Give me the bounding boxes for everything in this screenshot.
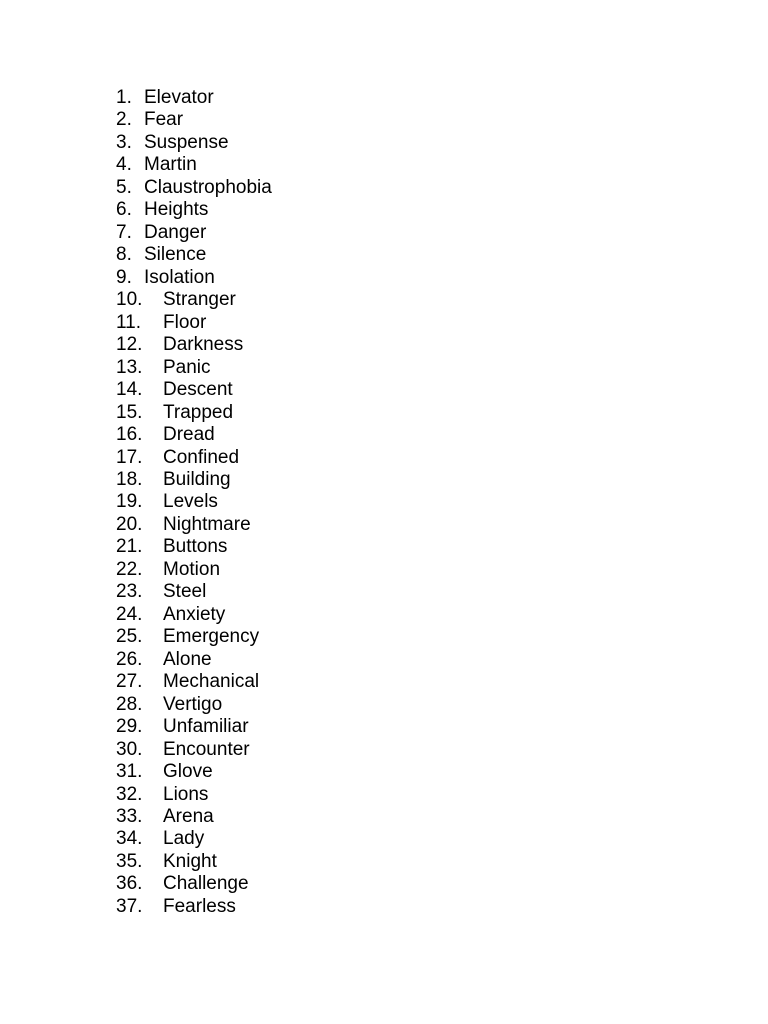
list-item-word: Unfamiliar bbox=[163, 716, 249, 738]
list-item-number: 15. bbox=[116, 401, 143, 423]
list-item-number: 22. bbox=[116, 558, 143, 580]
list-item-word: Nightmare bbox=[163, 513, 251, 535]
list-item bbox=[116, 851, 272, 873]
list-item-number: 3. bbox=[116, 131, 132, 153]
list-item-word: Isolation bbox=[144, 266, 215, 288]
list-item-word: Arena bbox=[163, 806, 214, 827]
list-item-number: 27. bbox=[116, 671, 143, 693]
list-item-word: Floor bbox=[163, 311, 207, 333]
list-item bbox=[116, 559, 272, 581]
list-item-number: 32. bbox=[116, 783, 143, 805]
list-item bbox=[116, 244, 272, 266]
list-item-number: 20. bbox=[116, 513, 143, 535]
list-item-word: Elevator bbox=[144, 87, 214, 108]
list-item-word: Stranger bbox=[163, 289, 236, 311]
list-item bbox=[116, 222, 272, 244]
list-item-number: 8. bbox=[116, 244, 132, 266]
list-item-word: Buttons bbox=[163, 536, 228, 558]
list-item-word: Encounter bbox=[163, 738, 250, 760]
list-item-word: Lady bbox=[163, 828, 205, 850]
list-item bbox=[116, 312, 272, 334]
list-item-number: 18. bbox=[116, 468, 143, 490]
list-item-number: 34. bbox=[116, 828, 143, 850]
list-item bbox=[116, 289, 272, 311]
list-item-word: Danger bbox=[144, 221, 207, 243]
numbered-word-list bbox=[116, 87, 272, 918]
list-item-word: Silence bbox=[144, 244, 207, 266]
list-item-word: Suspense bbox=[144, 131, 229, 153]
list-item-word: Lions bbox=[163, 783, 209, 805]
list-item-word: Darkness bbox=[163, 334, 244, 356]
list-item-number: 11. bbox=[116, 311, 142, 333]
list-item-number: 4. bbox=[116, 154, 132, 176]
list-item-word: Trapped bbox=[163, 401, 234, 423]
list-item-number: 2. bbox=[116, 109, 132, 131]
list-item bbox=[116, 716, 272, 738]
list-item bbox=[116, 109, 272, 131]
list-item bbox=[116, 604, 272, 626]
list-item-number: 23. bbox=[116, 581, 143, 603]
list-item bbox=[116, 828, 272, 850]
list-item-number: 36. bbox=[116, 873, 143, 895]
list-item bbox=[116, 514, 272, 536]
list-item-number: 5. bbox=[116, 176, 132, 198]
list-item-word: Emergency bbox=[163, 626, 260, 648]
list-item-number: 9. bbox=[116, 266, 132, 288]
list-item-number: 16. bbox=[116, 424, 143, 446]
list-item bbox=[116, 447, 272, 469]
list-item-word: Martin bbox=[144, 154, 197, 176]
list-item-word: Motion bbox=[163, 558, 221, 580]
list-item bbox=[116, 199, 272, 221]
list-item-word: Confined bbox=[163, 446, 240, 468]
list-item bbox=[116, 626, 272, 648]
list-item-number: 30. bbox=[116, 738, 143, 760]
list-item-word: Alone bbox=[163, 648, 212, 670]
list-item bbox=[116, 357, 272, 379]
list-item-number: 7. bbox=[116, 221, 132, 243]
list-item-word: Descent bbox=[163, 379, 233, 401]
list-item-word: Levels bbox=[163, 491, 218, 513]
list-item-word: Fearless bbox=[163, 895, 236, 917]
list-item-word: Knight bbox=[163, 850, 217, 872]
list-item-word: Fear bbox=[144, 109, 184, 131]
list-item bbox=[116, 424, 272, 446]
list-item bbox=[116, 87, 272, 109]
list-item-number: 14. bbox=[116, 379, 143, 401]
list-item-word: Heights bbox=[144, 199, 209, 221]
list-item bbox=[116, 671, 272, 693]
list-item-number: 35. bbox=[116, 850, 143, 872]
list-item-number: 1. bbox=[116, 87, 132, 108]
list-item-number: 26. bbox=[116, 648, 143, 670]
list-item bbox=[116, 154, 272, 176]
list-item bbox=[116, 806, 272, 828]
list-item-word: Steel bbox=[163, 581, 207, 603]
list-item bbox=[116, 402, 272, 424]
list-item bbox=[116, 177, 272, 199]
list-item-number: 21. bbox=[116, 536, 143, 558]
list-item-number: 6. bbox=[116, 199, 132, 221]
list-item-number: 37. bbox=[116, 895, 143, 917]
list-item-number: 25. bbox=[116, 626, 143, 648]
list-item-word: Panic bbox=[163, 356, 211, 378]
list-item bbox=[116, 536, 272, 558]
list-item-word: Claustrophobia bbox=[144, 176, 272, 198]
list-item-number: 13. bbox=[116, 356, 143, 378]
list-item-word: Building bbox=[163, 468, 231, 490]
list-item bbox=[116, 334, 272, 356]
list-item bbox=[116, 896, 272, 918]
list-item bbox=[116, 132, 272, 154]
list-item bbox=[116, 581, 272, 603]
list-item-number: 12. bbox=[116, 334, 143, 356]
list-item-number: 19. bbox=[116, 491, 143, 513]
list-item bbox=[116, 379, 272, 401]
list-item-number: 33. bbox=[116, 806, 143, 827]
list-item-number: 24. bbox=[116, 603, 143, 625]
list-item-word: Challenge bbox=[163, 873, 249, 895]
list-item-word: Dread bbox=[163, 424, 215, 446]
list-item bbox=[116, 491, 272, 513]
list-item bbox=[116, 469, 272, 491]
list-item bbox=[116, 739, 272, 761]
list-item-word: Mechanical bbox=[163, 671, 260, 693]
list-item bbox=[116, 267, 272, 289]
list-item-number: 28. bbox=[116, 693, 143, 715]
list-item-number: 29. bbox=[116, 716, 143, 738]
list-item bbox=[116, 694, 272, 716]
list-item bbox=[116, 761, 272, 783]
list-item bbox=[116, 873, 272, 895]
list-item-number: 31. bbox=[116, 761, 143, 783]
list-item-word: Glove bbox=[163, 761, 213, 783]
list-item-number: 17. bbox=[116, 446, 143, 468]
list-item-word: Anxiety bbox=[163, 603, 226, 625]
list-item bbox=[116, 649, 272, 671]
list-item-word: Vertigo bbox=[163, 693, 223, 715]
list-item-number: 10. bbox=[116, 289, 143, 311]
list-item bbox=[116, 784, 272, 806]
